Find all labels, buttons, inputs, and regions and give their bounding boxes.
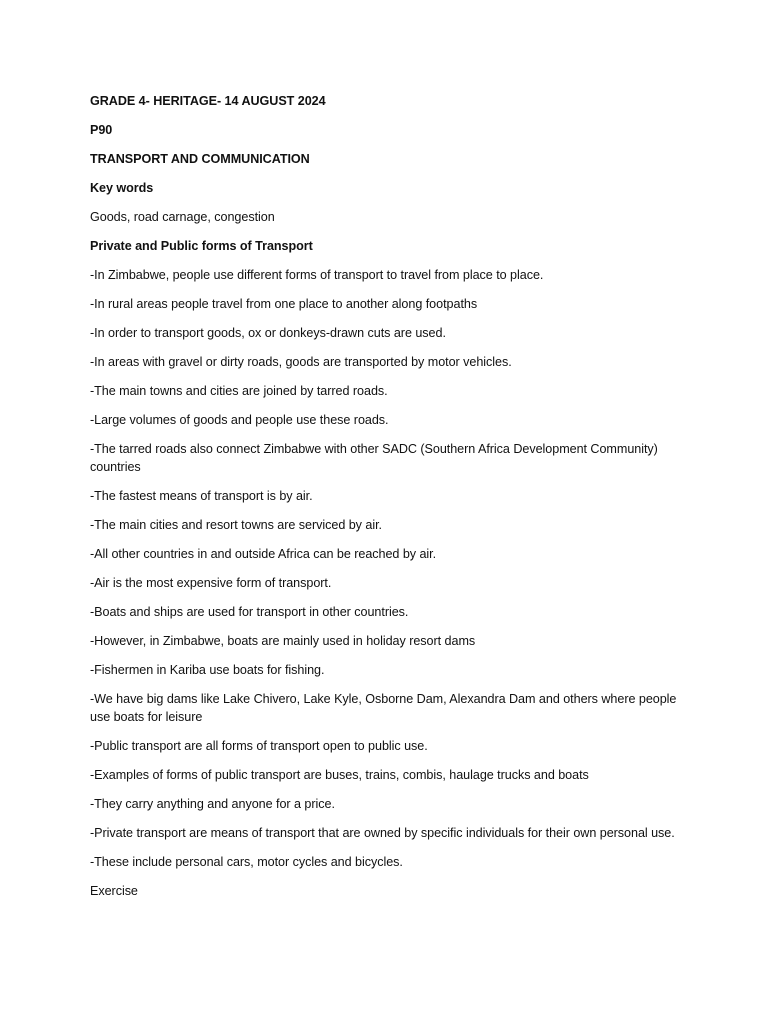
document-heading: GRADE 4- HERITAGE- 14 AUGUST 2024 — [90, 94, 326, 108]
point-item: -Private transport are means of transport that are owned by specific individuals for their own personal use. — [90, 826, 675, 840]
point-item: -All other countries in and outside Africa can be reached by air. — [90, 547, 437, 561]
topic-title: TRANSPORT AND COMMUNICATION — [90, 152, 310, 166]
point-item: -Fishermen in Kariba use boats for fishing. — [90, 663, 325, 677]
point-item: -In Zimbabwe, people use different forms of transport to travel from place to place. — [90, 268, 544, 282]
point-item: -Large volumes of goods and people use these roads. — [90, 413, 389, 427]
point-item: -Air is the most expensive form of transport. — [90, 576, 332, 590]
point-item: -The fastest means of transport is by air. — [90, 489, 313, 503]
point-item: -Boats and ships are used for transport in other countries. — [90, 605, 409, 619]
point-item: -Public transport are all forms of transport open to public use. — [90, 739, 428, 753]
point-item: -These include personal cars, motor cycles and bicycles. — [90, 855, 403, 869]
page-reference: P90 — [90, 123, 113, 137]
point-item: -In areas with gravel or dirty roads, goods are transported by motor vehicles. — [90, 355, 512, 369]
point-item: -We have big dams like Lake Chivero, Lake Kyle, Osborne Dam, Alexandra Dam and others where people use boats for leisure — [90, 692, 677, 724]
point-item: -In rural areas people travel from one place to another along footpaths — [90, 297, 478, 311]
point-item: -In order to transport goods, ox or donkeys-drawn cuts are used. — [90, 326, 446, 340]
key-words-list: Goods, road carnage, congestion — [90, 210, 275, 224]
point-item: -The main cities and resort towns are serviced by air. — [90, 518, 382, 532]
point-item: -However, in Zimbabwe, boats are mainly used in holiday resort dams — [90, 634, 476, 648]
key-words-heading: Key words — [90, 181, 154, 195]
document-page — [90, 92, 680, 911]
point-item: -They carry anything and anyone for a price. — [90, 797, 335, 811]
exercise-label: Exercise — [90, 884, 138, 898]
point-item: -Examples of forms of public transport are buses, trains, combis, haulage trucks and boats — [90, 768, 589, 782]
section-heading: Private and Public forms of Transport — [90, 239, 313, 253]
point-item: -The tarred roads also connect Zimbabwe with other SADC (Southern Africa Development Community) countries — [90, 442, 658, 474]
point-item: -The main towns and cities are joined by tarred roads. — [90, 384, 388, 398]
